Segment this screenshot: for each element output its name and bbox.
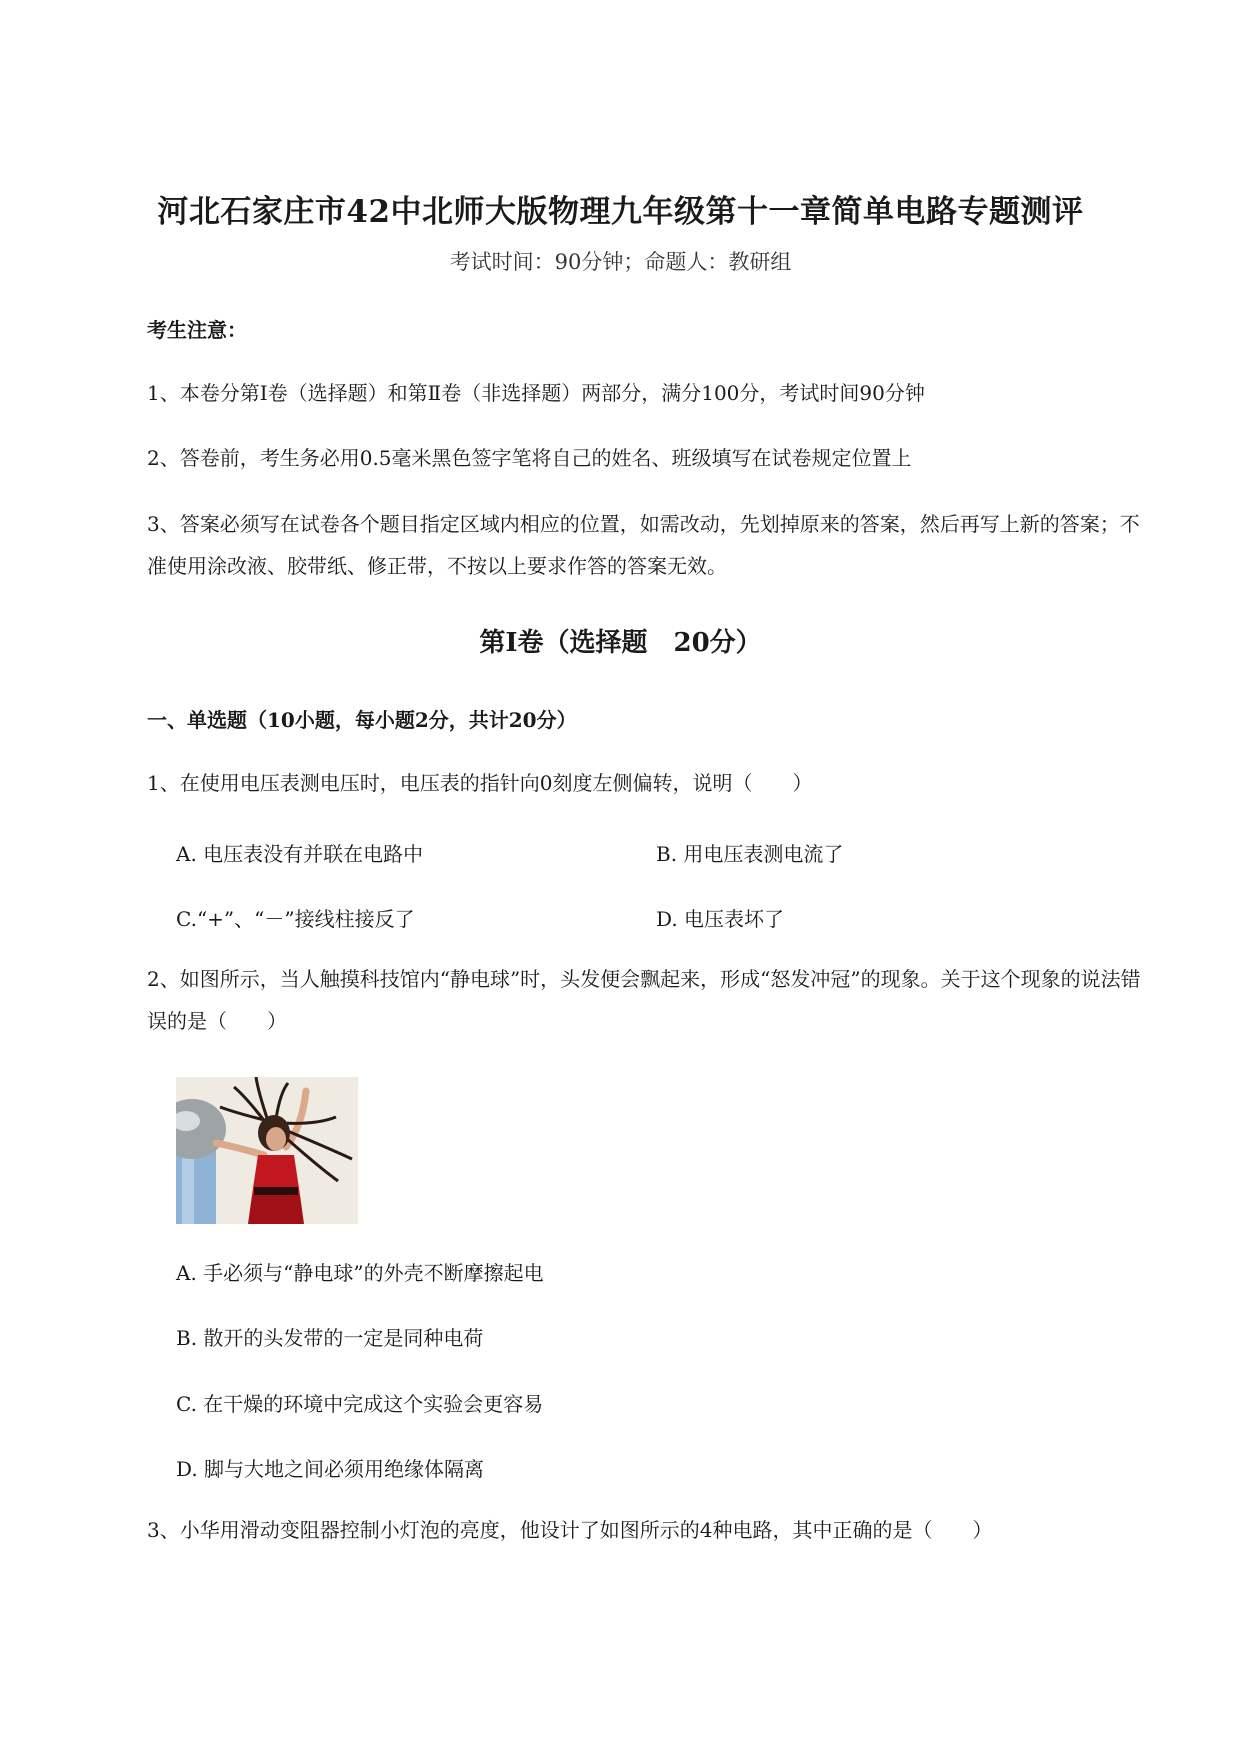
part-heading: 一、单选题（10小题，每小题2分，共计20分） [147, 708, 577, 732]
question-1-stem: 1、在使用电压表测电压时，电压表的指针向0刻度左侧偏转，说明（ ） [147, 771, 813, 795]
notice-heading: 考生注意： [147, 318, 247, 342]
question-1-option-b: B. 用电压表测电流了 [656, 842, 844, 866]
question-2-option-b: B. 散开的头发带的一定是同种电荷 [176, 1326, 484, 1350]
question-1-option-a: A. 电压表没有并联在电路中 [176, 842, 424, 866]
notice-item-1: 1、本卷分第I卷（选择题）和第Ⅱ卷（非选择题）两部分，满分100分，考试时间90分钟 [147, 381, 925, 405]
page-title: 河北石家庄市42中北师大版物理九年级第十一章简单电路专题测评 [157, 194, 1084, 230]
notice-item-3: 3、答案必须写在试卷各个题目指定区域内相应的位置，如需改动，先划掉原来的答案，然后再写上新的答案；不准使用涂改液、胶带纸、修正带，不按以上要求作答的答案无效。 [147, 512, 1140, 578]
question-2-option-c: C. 在干燥的环境中完成这个实验会更容易 [176, 1392, 544, 1416]
static-ball-photo [176, 1077, 358, 1224]
question-1-option-d: D. 电压表坏了 [656, 907, 785, 931]
section-title: 第I卷（选择题 20分） [479, 628, 762, 658]
question-1-option-c: C.“+”、“－”接线柱接反了 [176, 907, 415, 931]
notice-item-2: 2、答卷前，考生务必用0.5毫米黑色签字笔将自己的姓名、班级填写在试卷规定位置上 [147, 446, 912, 470]
question-2-stem: 2、如图所示，当人触摸科技馆内“静电球”时，头发便会飘起来，形成“怒发冲冠”的现象。关于这个现象的说法错误的是（ ） [147, 967, 1141, 1033]
question-2-option-d: D. 脚与大地之间必须用绝缘体隔离 [176, 1457, 485, 1481]
question-2-option-a: A. 手必须与“静电球”的外壳不断摩擦起电 [176, 1261, 544, 1285]
exam-info: 考试时间：90分钟；命题人：教研组 [449, 250, 792, 274]
question-3-stem: 3、小华用滑动变阻器控制小灯泡的亮度，他设计了如图所示的4种电路，其中正确的是（ ） [147, 1518, 993, 1542]
